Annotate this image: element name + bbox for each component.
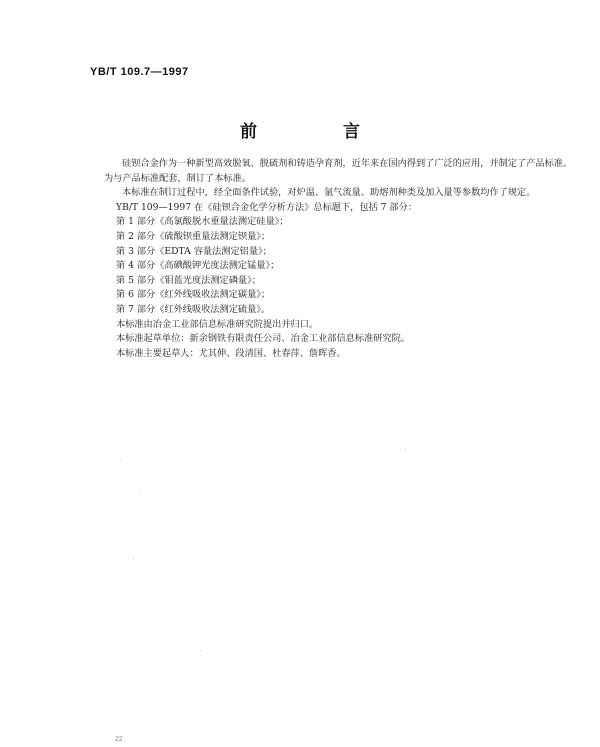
scan-speck [133, 559, 134, 560]
part-item-5: 第 5 部分《钼蓝光度法测定磷量》； [116, 274, 261, 286]
standard-number: YB/T 109.7—1997 [90, 66, 189, 78]
part-item-3: 第 3 部分《EDTA 容量法测定铝量》； [116, 245, 272, 257]
intro-paragraph: 硅钡合金作为一种新型高效脱氧、脱硫剂和铸造孕育剂，近年来在国内得到了广泛的应用，并制定了产品标准。为与产品标准配套，制订了本标准。 [104, 158, 573, 184]
part-item-4: 第 4 部分《高碘酸钾光度法测定锰量》； [116, 260, 280, 272]
part-item-6: 第 6 部分《红外线吸收法测定碳量》； [116, 289, 271, 301]
part-item-2: 第 2 部分《硫酸钡重量法测定钡量》； [116, 230, 271, 242]
drafting-unit-paragraph: 本标准起草单位：新余钢铁有限责任公司、冶金工业部信息标准研究院。 [116, 333, 410, 345]
scan-speck [405, 449, 406, 450]
series-paragraph: YB/T 109—1997 在《硅钡合金化学分析方法》总标题下，包括 7 部分： [116, 201, 417, 213]
part-item-7: 第 7 部分《红外线吸收法测定硫量》。 [116, 303, 271, 315]
drafters-paragraph: 本标准主要起草人：尤其伸、段清国、杜春萍、詹晖香。 [116, 347, 346, 359]
scan-speck [200, 650, 201, 651]
proposed-by-paragraph: 本标准由冶金工业部信息标准研究院提出并归口。 [116, 318, 319, 330]
part-item-1: 第 1 部分《高氯酸脱水重量法测定硅量》； [116, 216, 289, 228]
scan-speck [120, 459, 121, 460]
scan-speck [139, 491, 140, 492]
page-number: 22 [115, 736, 123, 743]
foreword-body [104, 157, 578, 361]
page-title: 前 言 [240, 122, 400, 142]
drafting-paragraph: 本标准在制订过程中，经全面条件试验，对炉温、氩气流量、助熔剂种类及加入量等参数均作了规定。 [122, 187, 536, 199]
